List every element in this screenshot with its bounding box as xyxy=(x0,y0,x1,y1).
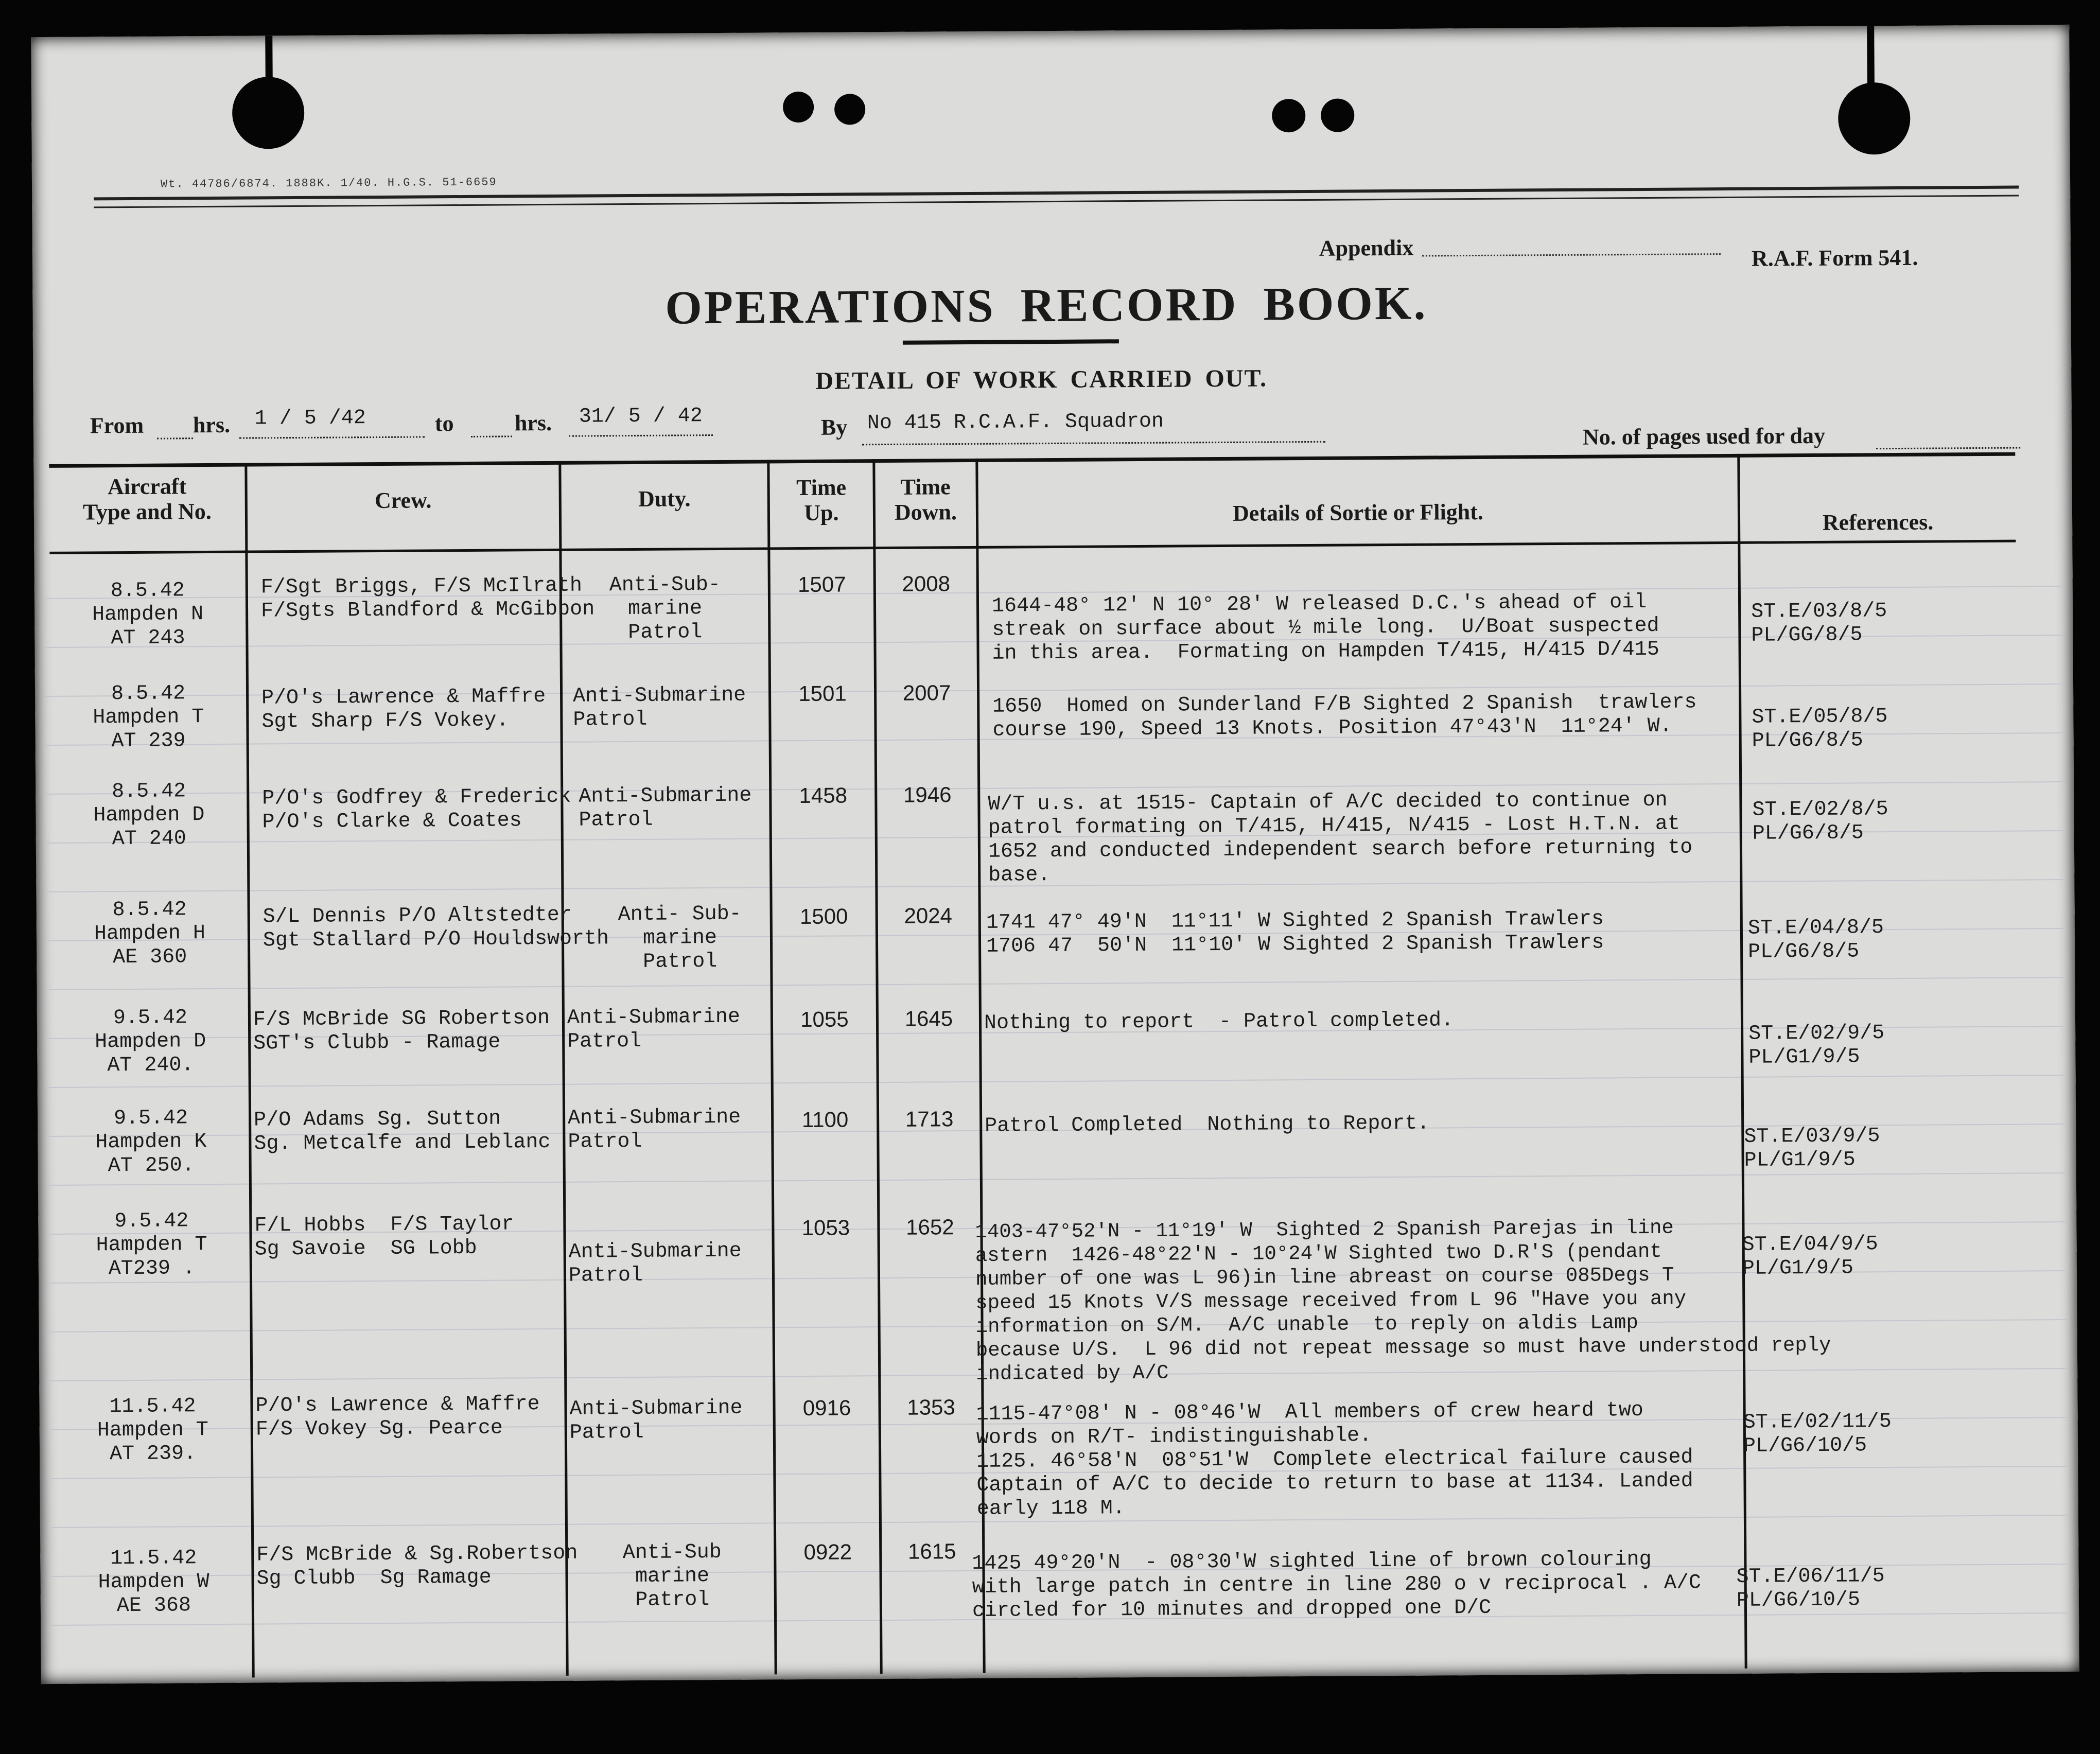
to-label: to xyxy=(434,411,454,436)
punch-hole xyxy=(783,92,814,122)
punch-hole xyxy=(1321,98,1354,132)
row-details: Patrol Completed Nothing to Report. xyxy=(985,1112,1430,1138)
row-time-up: 0922 xyxy=(803,1539,852,1565)
col-header-time-down: Time Down. xyxy=(894,474,957,525)
row-time-up: 1500 xyxy=(799,904,848,929)
to-field xyxy=(471,435,512,437)
row-aircraft: 9.5.42 Hampden T AT239 . xyxy=(96,1209,207,1281)
row-crew: F/Sgt Briggs, F/S McIlrath F/Sgts Blandford & McGibbon xyxy=(260,574,595,623)
row-references: ST.E/04/8/5 PL/G6/8/5 xyxy=(1747,916,1884,964)
row-duty: Anti-Submarine Patrol xyxy=(568,1239,742,1288)
by-label: By xyxy=(820,414,848,440)
row-references: ST.E/03/9/5 PL/G1/9/5 xyxy=(1744,1125,1880,1172)
appendix-field xyxy=(1422,253,1721,257)
row-time-down: 2008 xyxy=(902,571,951,596)
row-time-up: 1053 xyxy=(801,1215,850,1240)
row-aircraft: 8.5.42 Hampden T AT 239 xyxy=(93,682,204,753)
row-time-up: 1458 xyxy=(799,783,848,808)
row-aircraft: 8.5.42 Hampden D AT 240 xyxy=(93,780,205,851)
row-details: 1425 49°20'N - 08°30'W sighted line of brown colouring with large patch in centre in line 280 o v reciprocal . A/C circled for 10 minutes and dropped one D/C xyxy=(972,1548,1702,1623)
ruled-line xyxy=(48,1075,2066,1088)
row-duty: Anti-Submarine Patrol xyxy=(579,784,752,832)
row-aircraft: 9.5.42 Hampden D AT 240. xyxy=(95,1006,206,1078)
punch-hole xyxy=(1838,82,1911,155)
row-time-down: 1615 xyxy=(907,1539,956,1564)
row-duty: Anti-Sub marine Patrol xyxy=(622,1540,722,1612)
row-crew: P/O's Godfrey & Frederick P/O's Clarke & Coates xyxy=(262,785,571,834)
row-references: ST.E/04/9/5 PL/G1/9/5 xyxy=(1742,1233,1878,1281)
row-details: 1403-47°52'N - 11°19' W Sighted 2 Spanish Parejas in line astern 1426-48°22'N - 10°24'W Sighted two D.R'S (pendant number of one was L 96)in line abreast on course 085Degs T speed 15 Knots V/S message received from L 96 "Have you any information on S/M. A/C unable to reply on aldis Lamp because U/S. L 96 did not repeat message so must have understood reply indicated by A/C xyxy=(975,1216,1831,1385)
row-details: 1115-47°08' N - 08°46'W All members of crew heard two words on R/T- indistinguishable. 1125. 46°58'N 08°51'W Complete electrical failure caused Captain of A/C to decide to return to base at 1134. Landed early 118 M. xyxy=(976,1399,1693,1521)
row-details: 1650 Homed on Sunderland F/B Sighted 2 Spanish trawlers course 190, Speed 13 Knots. Position 47°43'N 11°24' W. xyxy=(992,691,1697,742)
squadron-field xyxy=(862,441,1325,445)
ruled-line xyxy=(47,977,2065,990)
page-title: OPERATIONS RECORD BOOK. xyxy=(664,276,1428,334)
row-time-up: 1100 xyxy=(801,1107,849,1132)
col-header-crew: Crew. xyxy=(374,487,432,514)
to-date-field xyxy=(569,434,713,437)
row-time-up: 0916 xyxy=(802,1395,851,1420)
row-crew: P/O's Lawrence & Maffre Sgt Sharp F/S Vokey. xyxy=(261,685,546,734)
from-date: 1 / 5 /42 xyxy=(254,407,366,431)
form-number: R.A.F. Form 541. xyxy=(1751,244,1918,271)
row-crew: P/O's Lawrence & Maffre F/S Vokey Sg. Pearce xyxy=(255,1393,540,1442)
row-crew: S/L Dennis P/O Altstedter Sgt Stallard P/O Houldsworth xyxy=(262,903,609,953)
from-label: From xyxy=(90,412,144,438)
appendix-label: Appendix xyxy=(1319,235,1414,261)
row-details: 1741 47° 49'N 11°11' W Sighted 2 Spanish Trawlers 1706 47 50'N 11°10' W Sighted 2 Spanish Trawlers xyxy=(986,907,1604,958)
from-field xyxy=(157,437,193,439)
pages-label: No. of pages used for day xyxy=(1582,423,1826,450)
row-time-up: 1501 xyxy=(798,681,847,706)
row-references: ST.E/02/8/5 PL/G6/8/5 xyxy=(1752,798,1888,846)
col-header-references: References. xyxy=(1822,509,1934,535)
row-time-up: 1055 xyxy=(800,1007,849,1032)
row-duty: Anti-Submarine Patrol xyxy=(567,1106,741,1154)
record-sheet xyxy=(31,25,2079,1684)
row-time-down: 1645 xyxy=(904,1006,953,1031)
row-time-down: 2024 xyxy=(904,903,953,928)
punch-hole xyxy=(834,94,865,125)
col-header-aircraft: Aircraft Type and No. xyxy=(82,473,212,525)
row-time-down: 2007 xyxy=(902,680,951,705)
page-subtitle: DETAIL OF WORK CARRIED OUT. xyxy=(815,364,1268,395)
squadron-name: No 415 R.C.A.F. Squadron xyxy=(867,410,1164,435)
ruled-line xyxy=(48,1172,2066,1186)
col-header-details: Details of Sortie or Flight. xyxy=(1232,499,1483,526)
row-aircraft: 8.5.42 Hampden N AT 243 xyxy=(92,579,204,651)
title-underline xyxy=(903,339,1119,345)
hrs-label: hrs. xyxy=(192,412,231,438)
row-references: ST.E/05/8/5 PL/G6/8/5 xyxy=(1752,705,1888,753)
table-top-rule xyxy=(49,452,2015,468)
col-header-time-up: Time Up. xyxy=(796,475,847,526)
row-aircraft: 8.5.42 Hampden H AE 360 xyxy=(94,898,206,970)
punch-hole xyxy=(1272,99,1305,132)
row-references: ST.E/03/8/5 PL/GG/8/5 xyxy=(1751,600,1887,647)
row-time-up: 1507 xyxy=(797,572,846,597)
row-duty: Anti-Submarine Patrol xyxy=(572,683,746,732)
col-header-duty: Duty. xyxy=(638,486,691,512)
row-details: W/T u.s. at 1515- Captain of A/C decided to continue on patrol formating on T/415, H/415, N/415 - Lost H.T.N. at 1652 and conducted independent search before returning to base. xyxy=(988,788,1693,887)
header-bottom-rule xyxy=(49,540,2016,554)
to-date: 31/ 5 / 42 xyxy=(579,405,703,429)
row-references: ST.E/02/11/5 PL/G6/10/5 xyxy=(1743,1410,1892,1458)
row-references: ST.E/02/9/5 PL/G1/9/5 xyxy=(1748,1022,1885,1069)
row-duty: Anti-Sub- marine Patrol xyxy=(609,573,721,645)
row-details: Nothing to report - Patrol completed. xyxy=(984,1009,1454,1035)
row-duty: Anti-Submarine Patrol xyxy=(567,1005,741,1054)
row-duty: Anti- Sub- marine Patrol xyxy=(618,902,742,974)
row-details: 1644-48° 12' N 10° 28' W released D.C.'s ahead of oil streak on surface about ½ mile long. U/Boat suspected in this area. Formating on Hampden T/415, H/415 D/415 xyxy=(991,590,1659,665)
row-time-down: 1713 xyxy=(905,1107,954,1131)
row-aircraft: 11.5.42 Hampden T AT 239. xyxy=(97,1395,208,1466)
row-aircraft: 9.5.42 Hampden K AT 250. xyxy=(95,1107,207,1178)
row-crew: F/S McBride SG Robertson SGT's Clubb - Ramage xyxy=(253,1007,550,1056)
from-date-field xyxy=(239,436,425,438)
row-aircraft: 11.5.42 Hampden W AE 368 xyxy=(98,1547,209,1618)
printer-imprint: Wt. 44786/6874. 1888K. 1/40. H.G.S. 51-6659 xyxy=(160,176,497,191)
row-crew: F/L Hobbs F/S Taylor Sg Savoie SG Lobb xyxy=(254,1213,514,1261)
hrs-label: hrs. xyxy=(514,410,552,436)
row-time-down: 1353 xyxy=(907,1395,955,1419)
pages-field xyxy=(1876,447,2020,450)
row-references: ST.E/06/11/5 PL/G6/10/5 xyxy=(1736,1565,1885,1612)
row-duty: Anti-Submarine Patrol xyxy=(569,1396,743,1445)
row-crew: F/S McBride & Sg.Robertson Sg Clubb Sg Ramage xyxy=(256,1541,578,1591)
punch-hole xyxy=(232,77,305,149)
row-crew: P/O Adams Sg. Sutton Sg. Metcalfe and Leblanc xyxy=(253,1107,551,1156)
row-time-down: 1652 xyxy=(906,1215,954,1239)
row-time-down: 1946 xyxy=(903,782,952,807)
